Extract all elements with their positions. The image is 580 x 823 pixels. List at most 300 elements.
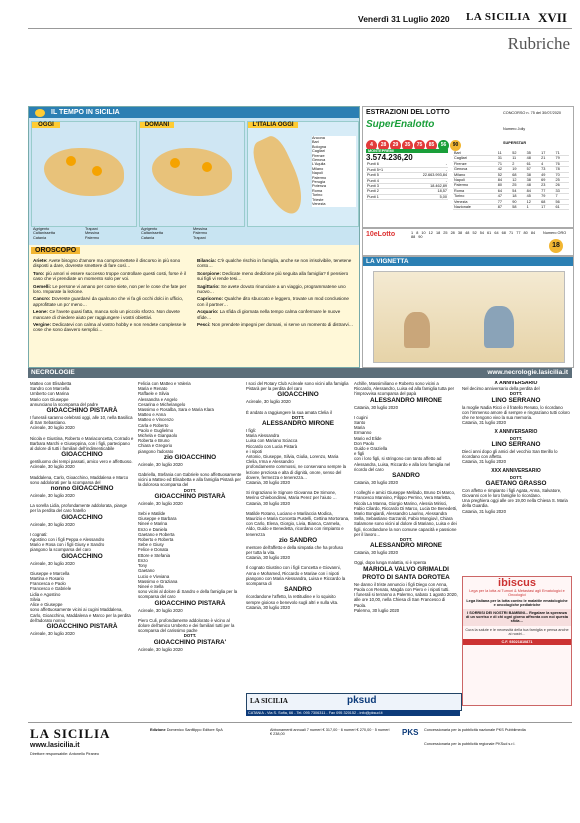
city: Cagliari [312, 149, 325, 154]
deceased-name: LINO SERRANO [491, 396, 541, 404]
city: Palermo [85, 235, 100, 240]
notice-text: Roberta e Bruno [138, 438, 170, 444]
city: Messina [85, 231, 100, 236]
notice-text: Acireale, 30 luglio 2020 [30, 464, 75, 470]
deceased-name-block [30, 407, 134, 415]
notice-text: Ne danno il triste annuncio i figli Diego con Anna, Paola con Renato, Magda con Piero e i nipoti tutti. [354, 581, 450, 592]
deceased-name-block [30, 514, 134, 522]
notice-text: Alice e Giuseppe [30, 602, 63, 608]
prize-row [366, 194, 448, 199]
notice-text: piangono l'adorato [138, 448, 174, 454]
necrologie-site: www.necrologie.lasicilia.it [487, 369, 568, 376]
notice-text: Paolo e Guglielmo [138, 427, 174, 433]
wheel-num: 52 [497, 172, 511, 177]
deceased-name-block [138, 633, 242, 646]
notice-text: Acireale, 30 luglio 2020 [138, 607, 183, 613]
deceased-name: LINO SERRANO [491, 440, 541, 448]
ibiscus-foot: C.F. 93021810871 [463, 639, 571, 645]
wheel-num: 12 [511, 178, 525, 183]
notice-text: Massimo e Graziana [138, 578, 178, 584]
vignetta-title: LA VIGNETTA [363, 257, 573, 266]
notice-text: Maria Alessandra [246, 433, 280, 439]
notice-text: Santo [354, 420, 366, 426]
notice-text: Umberto con Marina [30, 391, 69, 397]
necro-column-3 [246, 381, 350, 691]
wheel-num: 84 [497, 178, 511, 183]
notice-text: Catania, 30 luglio 2020 [246, 604, 290, 610]
tenelotto-number: 52 [472, 231, 477, 235]
tenelotto-number: 1 [411, 231, 414, 235]
notice-text: Agostino con i figli Peppa e Alessandro [30, 537, 105, 543]
lotto-wheels [453, 151, 569, 210]
notice-text: Piero Culi, profondamente addolorato è vicino al dolore dell'amico Umberto e dei familiari tutti per la scomparsa del carissimo padre [138, 617, 235, 634]
sign-name: Capricorno: [197, 296, 224, 302]
notice-text: Oggi, dopo lunga malattia, si è spenta [354, 560, 427, 566]
sign-name: Cancro: [33, 296, 51, 302]
necro-column-1 [30, 381, 134, 691]
notice-text: Acireale, 30 luglio 2020 [30, 560, 75, 566]
notice-text: Matteo e Anna [138, 412, 166, 418]
map-tomorrow-label: DOMANI [140, 122, 174, 128]
map-italy-label: L'ITALIA OGGI [248, 122, 298, 128]
wheel-num: 18 [511, 194, 525, 199]
notice-text: I funerali si terranno a Palermo, sabato 1 agosto 2020, alle ore 10,00, nella Chiesa di San Francesco di Paola. [354, 592, 458, 608]
deceased-name: GIOACCHINO PISTARÀ [46, 622, 118, 630]
ibiscus-body: I SORRISI DEI NOSTRI BAMBINI... Regalare la speranza di un sorriso e di chi ogni giorno affronta con noi questa sfida… [463, 609, 571, 626]
notice-text: Catania, 31 luglio 2020 [462, 508, 506, 514]
sun-icon [202, 162, 212, 172]
notice-text: Catania, 31 luglio 2020 [462, 420, 506, 426]
city: Trapani [85, 227, 98, 231]
notice-text: Nel decimo anniversario della perdita del [462, 386, 540, 392]
sign-text: C'è qualche rischio in famiglia, anche se non irrisolvibile, tenetene conto… [197, 258, 352, 269]
tenelotto-number: 71 [508, 231, 514, 235]
deceased-name-block [462, 391, 570, 404]
prizes-table [366, 149, 448, 200]
footer-editor-name: Domenico Sanfilippo Editore SpA [166, 728, 223, 732]
wheel-num: 90 [511, 199, 525, 204]
city: Napoli [312, 171, 323, 176]
map-italy [247, 121, 359, 227]
notice-text: I soci del Rotary Club Acireale sono vicini alla famiglia Pistarà per la perdita del caro [246, 381, 349, 392]
deceased-name: GIOACCHINO PISTARÀ [154, 492, 226, 500]
deceased-name-block [138, 488, 242, 501]
notice-text: Una preghiera oggi alle ore 19,00 nella Chiesa S. Maria della Guardia. [462, 498, 568, 509]
map-today-label: OGGI [32, 122, 60, 128]
deceased-name-block [462, 475, 570, 488]
number-ball: 75 [414, 140, 425, 151]
notice-text: È andato a raggiungere la sua amata Clelia il [246, 409, 332, 415]
notice-text: Carla e Roberto [138, 422, 169, 428]
superstar-ball: 90 [450, 140, 461, 151]
sign-text: Ce l'avete quasi fatta, manca solo un piccolo sforzo. Non dovete mancare di chiedere aiuto per raggiungere i vostri obiettivi. [33, 309, 180, 320]
wheel-num: 4 [540, 161, 554, 166]
wheel-name: Genova [453, 167, 497, 172]
notice-text: Felicia con Matteo e Valeria [138, 381, 191, 386]
notice-text: Antonio, Giuseppe, Silvia, Giulia, Lorenzo, Maria Clelia, Irma e Alessandro [246, 454, 339, 465]
sign-name: Scorpione: [197, 270, 221, 276]
wheel-num: 71 [555, 151, 569, 156]
notice-text: Chiara e Gregorio [138, 443, 173, 449]
notice-text: Nicola e Giustina, Roberto e Mariaconcetta, Corrado e Barbara Marchi e Giuseppina, con i figli, partecipano al dolore di tutti i familiari dell'indimenticabile [30, 435, 134, 452]
notice-text: Gaetano e Roberta [138, 531, 175, 537]
vignetta-panel [362, 256, 574, 368]
notice-text: Catania, 31 luglio 2020 [462, 459, 506, 465]
wheel-num: 17 [540, 151, 554, 156]
wheel-num: 68 [540, 199, 554, 204]
deceased-name: SANDRO [392, 472, 420, 480]
city: Palermo [193, 231, 208, 236]
necrologie-title: NECROLOGIE [31, 369, 75, 376]
wheel-num: 45 [526, 194, 540, 199]
notice-text: Enzo [138, 557, 148, 563]
deceased-title: DOTT. [399, 537, 413, 543]
notice-text: Catania, 30 luglio 2020 [246, 500, 290, 506]
wheel-num: 42 [497, 167, 511, 172]
sun-icon [170, 158, 180, 168]
notice-text: Maria [354, 425, 365, 431]
wheel-num: 77 [497, 199, 511, 204]
sign-name: Vergine: [33, 322, 52, 328]
prize-value: - [400, 162, 449, 167]
wheel-num: 7 [555, 194, 569, 199]
notice-text: gentiluomo dei tempi passati, amico vero e affettuoso. [30, 459, 133, 465]
ibiscus-sub: Lega per la lotta ai Tumori & Metastasi agli Ematologici e Oncologici [469, 589, 565, 598]
deceased-name-block [354, 397, 458, 405]
tenelotto-number: 68 [501, 231, 506, 235]
wheel-num: 61 [555, 205, 569, 210]
pks-text-regional: Concessionaria per la pubblicità regionale PKSud s.r.l. [424, 742, 516, 746]
deceased-name: ALESSANDRO MIRONE [369, 396, 443, 404]
wheel-num: 69 [540, 178, 554, 183]
wheel-num: 12 [526, 199, 540, 204]
deceased-name: ALESSANDRO MIRONE [369, 542, 443, 550]
necro-column-4 [354, 381, 458, 691]
superstar-label: SUPERSTAR [503, 141, 527, 145]
notice-text: Guido e Graziella [354, 446, 388, 452]
notice-text: I colleghi e amici Giuseppe Mellado, Bruno Di Marco, Francesco Mannino, Filippo Perrino, Vera Marletta, Nicola La Manna, Giorgio Marino, Alessia Mirisci, Fabio Cilardo, Riccardo Di Marco, Lucia De Benedetti, Mario Bongiardi, Alessandro Laurino, Alessandra Sella, Sebastiano Garzaniti, Fabio Mongiovì, Chiara Salamone sono vicini al dolore di Mariano, Luisa e dei figli, ricordandone la non comune capacità e passione per il lavoro… [354, 490, 458, 537]
necrologie-bar [28, 368, 572, 378]
lotto-title: ESTRAZIONI DEL LOTTO [366, 109, 450, 116]
sicily-shape-today [44, 148, 124, 196]
deceased-name: zio GIOACCHINO [163, 453, 217, 461]
notice-text: Matteo con Elisabetta [30, 381, 72, 386]
number-ball: 4 [366, 140, 377, 151]
notice-text: Gabriella, Stefania con Gabriele sono affettuosamente vicini a Matteo ed Elisabetta e alla famiglia Pistarà per la dolorosa scomparsa del [138, 472, 242, 488]
wheel-name: Napoli [453, 178, 497, 183]
weather-title: IL TEMPO IN SICILIA [29, 107, 359, 118]
sign-text: Dedicatevi con calma al vostro hobby e non rendete complesse le cose che sono davvero semplici… [33, 322, 187, 333]
tenelotto-number: 80 [523, 231, 528, 235]
sign-name: Gemelli: [33, 283, 52, 289]
prize-value: 18.462,89 [400, 184, 449, 189]
sign-text: La sfida di giornata nella tempo calma confermare le nuove sfide… [197, 309, 341, 320]
city: Roma [312, 188, 323, 193]
wheel-num: 87 [497, 205, 511, 210]
deceased-name-block [30, 485, 134, 493]
deceased-name-block [354, 472, 458, 480]
sign-text: più amori vi essere successo troppe controllare questi costi, forse è il caso che vi prendiate un momento solo per voi. [33, 270, 186, 282]
tenelotto-number: 84 [530, 231, 536, 235]
prize-label: Punti 4 [366, 178, 400, 183]
oro-ball: 18 [549, 239, 563, 253]
footer-subscriptions: Abbonamenti annuali 7 numeri € 317,00 · 6 numeri € 270,00 · 5 numeri € 238,00 [270, 728, 390, 737]
notice-text: profondamente commossi, ne conservano sempre la lezione preziosa e alta di dignità, onore, senso del dovere, fermezza e tenerezza… [246, 464, 347, 480]
notice-text: Acireale, 30 luglio 2020 [30, 521, 75, 527]
city: Venezia [312, 202, 326, 207]
tenelotto-panel [362, 228, 574, 256]
sign-name: Acquario: [197, 309, 219, 315]
footer-director: Direttore responsabile: Antonello Piraneo [30, 752, 100, 756]
footer-site: www.lasicilia.it [30, 742, 80, 749]
prize-value: - [400, 167, 449, 172]
deceased-title: DOTT. [291, 414, 305, 420]
sicily-shape-tomorrow [152, 148, 232, 196]
notice-text: Palermo, 30 luglio 2020 [354, 607, 400, 613]
tenelotto-number: 8 [416, 231, 419, 235]
sun-icon [66, 156, 76, 166]
notice-text: Acireale, 30 luglio 2020 [138, 461, 183, 467]
footer-editor-label: Edizione [150, 728, 166, 732]
wheel-num: 17 [540, 205, 554, 210]
wheel-num: 64 [497, 188, 511, 193]
prizes [366, 162, 448, 200]
city: Torino [312, 193, 323, 198]
sign-text: Qualche dito sbuccato e leggero, trovate un mod conclusione con il partner… [197, 296, 349, 307]
notice-text: Francesco e Gabriele [30, 586, 72, 592]
wheel-num: 21 [540, 156, 554, 161]
number-ball: 29 [390, 140, 401, 151]
notice-text: e figli [354, 451, 365, 457]
oro-label: Numero ORO [543, 231, 567, 235]
wheel-num: 84 [526, 188, 540, 193]
wheel-num: 38 [526, 172, 540, 177]
wheel-num: 56 [555, 199, 569, 204]
sign-text: Se avete dovuto rinunciare a un viaggio, programmatene uno nuovo… [197, 283, 346, 295]
wheel-num: 73 [540, 167, 554, 172]
wheel-num: 54 [511, 188, 525, 193]
sign-text: Dedicate meno dedizione più seguita alla famiglia? Il pensiero sui figli vi rende tesi… [197, 270, 349, 282]
wheel-name: Cagliari [453, 156, 497, 161]
notice-text: Catania, 30 luglio 2020 [246, 555, 290, 561]
deceased-name-block [246, 537, 350, 545]
deceased-title: DOTT. [509, 391, 523, 397]
deceased-name: MARIOLA VALVO GRIMALDI PROTO DI SANTA DOROTEA [362, 565, 450, 581]
ibiscus-cta: Cura la salute e le necessità della tua famiglia e pensa anche ai nostri… [465, 627, 569, 637]
tenelotto-number: 12 [428, 231, 433, 235]
deceased-name-block [30, 553, 134, 561]
deceased-name: GIOACCHINO [61, 552, 103, 560]
wheel-name: Torino [453, 194, 497, 199]
horoscope-title: OROSCOPO [31, 247, 80, 254]
notice-text: Ettore e Stefania [138, 552, 171, 558]
anniversary-heading: XXX ANNIVERSARIO [491, 468, 541, 475]
wheel-name: Milano [453, 172, 497, 177]
number-ball: 35 [402, 140, 413, 151]
notice-text: Silvia [30, 596, 41, 602]
footer-editor [150, 728, 260, 732]
wheel-num: 52 [511, 151, 525, 156]
tenelotto-number: 25 [443, 231, 448, 235]
footer-logo: LA SICILIA [30, 726, 111, 741]
tenelotto-number: 18 [435, 231, 441, 235]
horoscope-right [197, 258, 355, 329]
notice-text: Catania, 30 luglio 2020 [354, 550, 398, 556]
header-date: Venerdì 31 Luglio 2020 [358, 14, 450, 24]
city: Bari [312, 140, 319, 145]
deceased-title: DOTT. [183, 487, 197, 493]
italy-cities-list [312, 136, 356, 207]
notice-text: La sorella Lidia, profondamente addolorata, piange per la perdita del caro fratello [30, 503, 127, 514]
deceased-name-block [30, 451, 134, 459]
notice-text: Enzo e Daniela [138, 526, 168, 532]
prize-value: 22.663.993,84 [400, 173, 449, 178]
city: Potenza [312, 184, 326, 189]
necro-column-5 [462, 381, 570, 573]
deceased-name: GIOACCHINO [61, 513, 103, 521]
pks-logo: PKS [402, 728, 419, 737]
pks-text: Concessionaria per la pubblicità nazionale PKS Pubblimedia [424, 728, 526, 732]
notice-text: Mario ed Elide [354, 435, 382, 441]
wheel-num: 49 [540, 172, 554, 177]
lotto-panel [362, 106, 574, 228]
wheel-num: 71 [497, 161, 511, 166]
sign-name: Sagittario: [197, 283, 220, 289]
wheel-name: Palermo [453, 183, 497, 188]
city: Agrigento [33, 227, 50, 231]
wheel-num: 79 [540, 194, 554, 199]
deceased-name-block [246, 391, 350, 399]
wheel-num: 48 [526, 156, 540, 161]
wheel-num: 33 [555, 188, 569, 193]
notice-text: Mario e Rosa con i figli Giusy e Sandro [30, 542, 105, 548]
tenelotto-number: 88 [411, 235, 416, 240]
notice-text: Massimo e Rosalba, Sara e Maria Klara [138, 407, 214, 413]
ibiscus-title: Lega Italiana per la lotta contro le malattie ematologiche e oncologiche pediatriche [466, 598, 568, 608]
wheel-num: 19 [511, 167, 525, 172]
prize-value: 18,57 [400, 189, 449, 194]
montepremi-label: MONTEPREMI [366, 149, 448, 153]
wheel-num: 68 [511, 172, 525, 177]
notice-text: Nineé e Marina [138, 521, 168, 527]
horoscope-panel [29, 245, 359, 367]
notice-text: Dieci anni dopo gli amici del vecchio San Berillo lo ricordano con affetto. [462, 448, 558, 460]
tenelotto-number: 77 [516, 231, 521, 235]
wheel-num: 2 [511, 161, 525, 166]
wheel-num: 79 [555, 156, 569, 161]
prize-label: Punti 1 [366, 194, 400, 199]
header-paper: LA SICILIA [466, 11, 531, 23]
notice-text: Achille, Massimiliano e Roberto sono vicini a Riccardo, Alessandro, Luisa ed alla famiglia tutta per l'improvvisa scomparsa del papà [354, 381, 455, 397]
sign-text: Non prendete impegni per domani, vi serve un momento di distrarvi… [211, 322, 354, 328]
notice-text: I figli: [246, 428, 257, 434]
wheel-num: 11 [511, 156, 525, 161]
notice-text: la moglie Nadia Ricci e il fratello Renato, lo ricordano con l'immenso amore di sempre e ringraziano tutti coloro che ne tengono vivo la sua memoria. [462, 404, 570, 421]
deceased-name: GIOACCHINO PISTARÀ [154, 599, 226, 607]
notice-text: Catania, 30 luglio 2020 [354, 404, 398, 410]
notice-text: I cognati: [30, 531, 48, 537]
notice-text: sono affettuosamente vicini ai cugini Maddalena, Carlo, Gioacchino, Maddalena e Marco per la perdita dell'adorato nonno [30, 607, 131, 623]
wheel-num: 25 [555, 178, 569, 183]
sign-name: Toro: [33, 270, 45, 276]
notice-text: I cugini [354, 414, 368, 420]
notice-text: Acireale, 30 luglio 2020 [30, 493, 75, 499]
city: Catania [141, 235, 155, 240]
deceased-name-block [138, 454, 242, 462]
prize-label: Punti 5+1 [366, 167, 400, 172]
notice-text: Mario con Giuseppe [30, 396, 69, 402]
prize-value: 5,00 [400, 194, 449, 199]
deceased-name-block [246, 586, 350, 594]
prize-label: Punti 2 [366, 189, 400, 194]
notice-text: Sandro con Marcella [30, 386, 70, 392]
notice-text: I funerali saranno celebrati oggi, alle 10, nella Basilica di San Sebastiano. [30, 415, 133, 426]
deceased-name: GIOACCHINO PISTARA' [153, 638, 227, 646]
number-ball: 85 [426, 140, 437, 151]
number-ball: 28 [378, 140, 389, 151]
notice-text: Sebe e Giusy [138, 542, 164, 548]
deceased-name: GAETANO GRASSO [485, 479, 547, 487]
sign-name: Bilancia: [197, 258, 217, 263]
deceased-name-block [354, 537, 458, 550]
notice-text: Michela e Gianpaolo [138, 433, 178, 439]
notice-text: Maddalena, Carlo, Gioacchino, Maddalena e Marco sono addolorati per la scomparsa del [30, 474, 129, 485]
notice-text: Alessandra e Angelo [138, 396, 178, 402]
ibiscus-ad [462, 576, 572, 706]
deceased-name: GIOACCHINO [277, 391, 319, 399]
notice-text: piangono la scomparsa del caro [30, 547, 91, 553]
city: Catania [33, 235, 47, 240]
wheel-num: 11 [497, 151, 511, 156]
city: Caltanissetta [141, 231, 163, 236]
weather-panel [28, 106, 360, 368]
deceased-title: DOTT. [509, 435, 523, 441]
notice-text: Lidia e Agostino [30, 591, 61, 597]
notice-text: Nineé e Sella [138, 583, 164, 589]
deceased-name: nonno GIOACCHINO [50, 485, 114, 493]
notice-text: Martina e Rosario [30, 576, 64, 582]
wheel-num: 35 [526, 151, 540, 156]
tenelotto-number: 64 [494, 231, 499, 235]
city: Genova [312, 158, 326, 163]
pksud-contact: CATANIA - Via S. Sofia, 66 - Tel. 095 7306311 - Fax 095 320152 - info@pksud.it [246, 710, 460, 716]
header-rule [28, 28, 572, 29]
sun-icon [35, 109, 45, 117]
city: Bologna [312, 144, 326, 149]
deceased-name: ALESSANDRO MIRONE [261, 420, 335, 428]
wheel-name: Nazionale [453, 205, 497, 210]
deceased-name: GIOACCHINO [61, 451, 103, 459]
notice-text: Felice e Donata [138, 547, 169, 553]
map-tomorrow [139, 121, 245, 227]
prize-value: - [400, 178, 449, 183]
cartoon-figure [484, 306, 514, 348]
prize-label: Punti 5 [366, 173, 400, 178]
notice-text: Acireale, 30 luglio 2020 [30, 630, 75, 636]
ibiscus-logo: ibiscus [498, 577, 536, 589]
tenelotto-number: 54 [479, 231, 484, 235]
notice-text: Maria e Renato [138, 386, 168, 392]
city: Caltanissetta [33, 231, 55, 236]
deceased-name-block [354, 566, 458, 582]
anniversary-heading: X ANNIVERSARIO [494, 429, 538, 436]
wheel-num: 57 [526, 167, 540, 172]
city: Trieste [312, 197, 324, 202]
city: Agrigento [141, 227, 158, 231]
tenelotto-numbers [411, 231, 541, 240]
anniversary-heading: X ANNIVERSARIO [494, 381, 538, 386]
tenelotto-number: 48 [465, 231, 470, 235]
